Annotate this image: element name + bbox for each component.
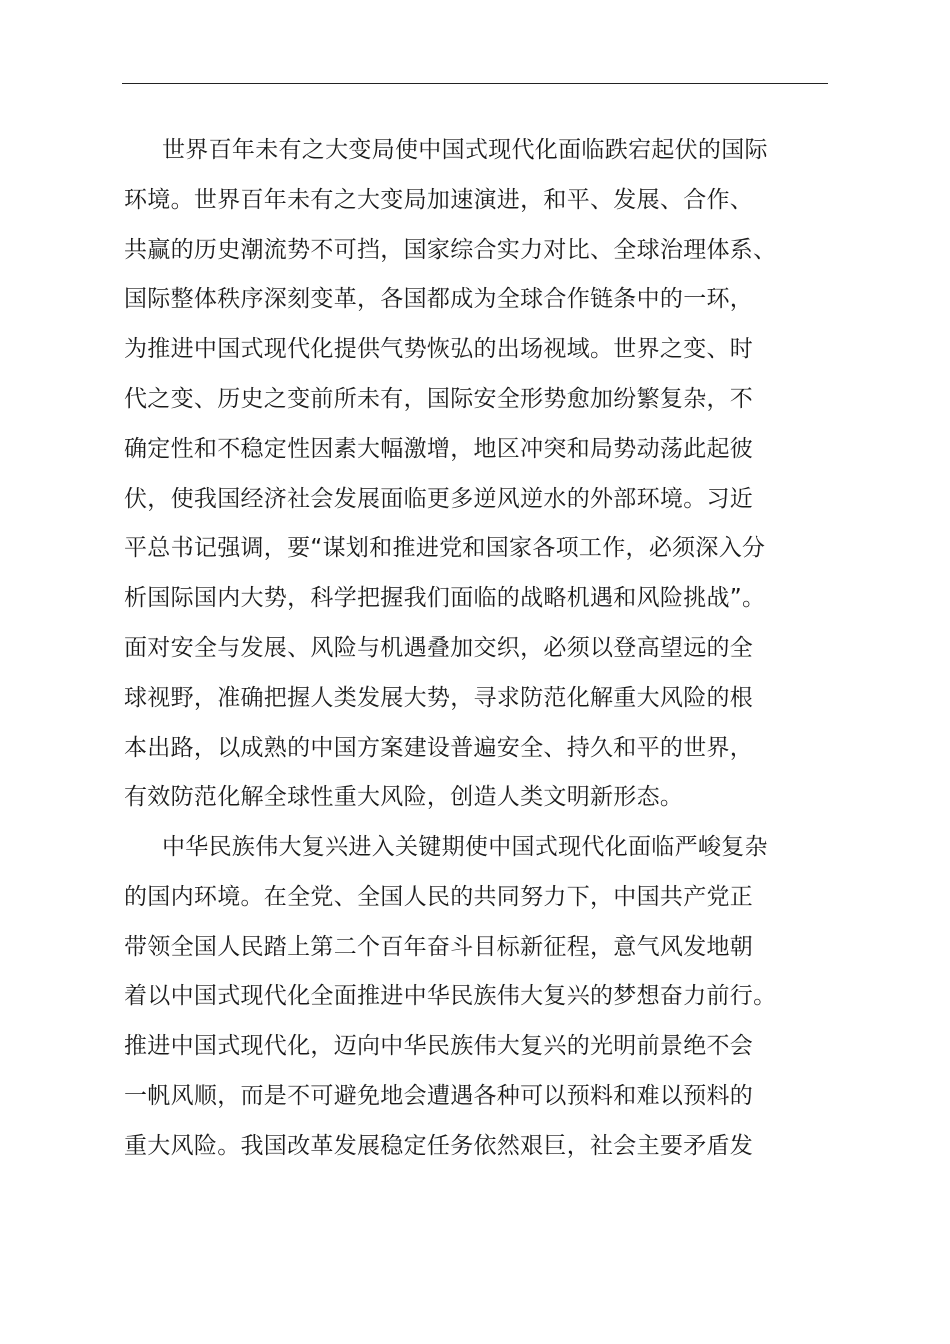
text-line: 环境。世界百年未有之大变局加速演进，和平、发展、合作、 — [124, 186, 754, 213]
text-line: 确定性和不稳定性因素大幅激增，地区冲突和局势动荡此起彼 — [124, 435, 754, 462]
text-line: 一帆风顺，而是不可避免地会遭遇各种可以预料和难以预料的 — [124, 1082, 754, 1109]
text-line: 代之变、历史之变前所未有，国际安全形势愈加纷繁复杂，不 — [124, 385, 754, 412]
text-line: 国际整体秩序深刻变革，各国都成为全球合作链条中的一环， — [124, 286, 754, 313]
text-line: 有效防范化解全球性重大风险，创造人类文明新形态。 — [124, 784, 684, 811]
text-line: 中华民族伟大复兴进入关键期使中国式现代化面临严峻复杂 — [162, 834, 768, 860]
text-line: 本出路，以成熟的中国方案建设普遍安全、持久和平的世界， — [124, 734, 754, 761]
text-line: 球视野，准确把握人类发展大势，寻求防范化解重大风险的根 — [124, 684, 754, 711]
text-line: 带领全国人民踏上第二个百年奋斗目标新征程，意气风发地朝 — [124, 933, 754, 960]
paragraph-1 — [124, 126, 830, 823]
text-line: 着以中国式现代化全面推进中华民族伟大复兴的梦想奋力前行。 — [124, 983, 777, 1010]
text-line: 重大风险。我国改革发展稳定任务依然艰巨，社会主要矛盾发 — [124, 1132, 754, 1159]
text-line: 伏，使我国经济社会发展面临更多逆风逆水的外部环境。习近 — [124, 485, 754, 512]
text-line: 共赢的历史潮流势不可挡，国家综合实力对比、全球治理体系、 — [124, 236, 777, 263]
text-line: 世界百年未有之大变局使中国式现代化面临跌宕起伏的国际 — [162, 137, 768, 163]
header-rule — [122, 83, 828, 84]
text-line: 为推进中国式现代化提供气势恢弘的出场视域。世界之变、时 — [124, 336, 754, 363]
text-line: 的国内环境。在全党、全国人民的共同努力下，中国共产党正 — [124, 883, 754, 910]
text-line: 推进中国式现代化，迈向中华民族伟大复兴的光明前景绝不会 — [124, 1033, 754, 1060]
text-line: 面对安全与发展、风险与机遇叠加交织，必须以登高望远的全 — [124, 634, 754, 661]
text-line: 析国际国内大势，科学把握我们面临的战略机遇和风险挑战”。 — [124, 585, 766, 612]
text-line: 平总书记强调，要“谋划和推进党和国家各项工作，必须深入分 — [124, 535, 766, 562]
paragraph-2 — [124, 823, 830, 1172]
